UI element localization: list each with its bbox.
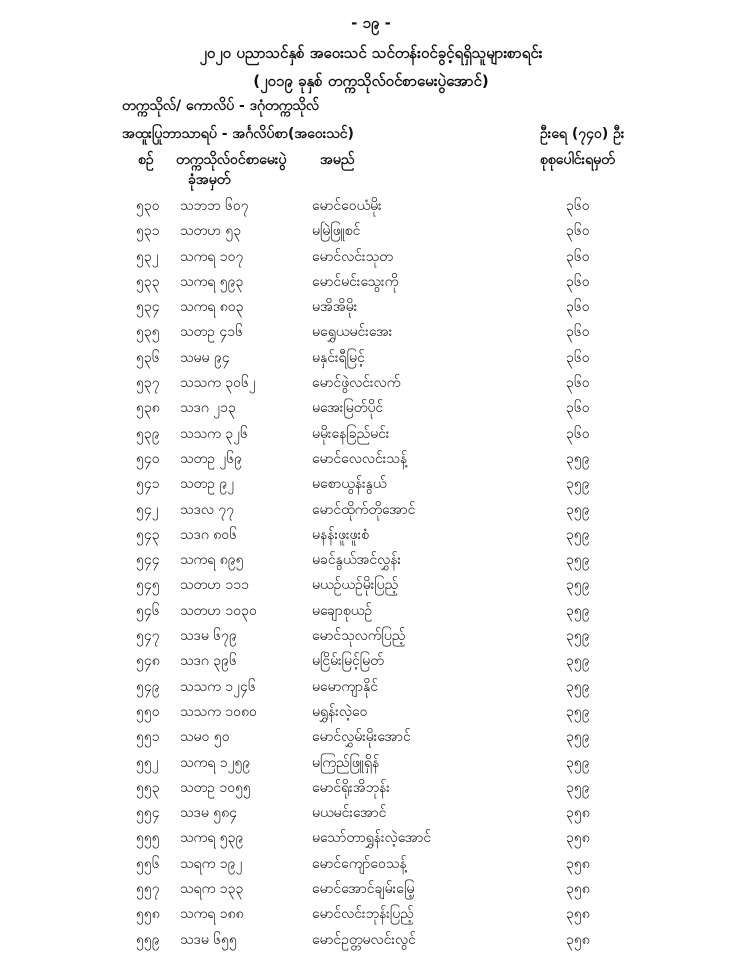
table-row	[0, 904, 742, 929]
student-name: မောင်လေလင်းသန့်	[312, 450, 408, 467]
roll-number: သဒဂ ၈၀၆	[180, 526, 238, 543]
roll-number: သဒဂ ၂၁၃	[180, 400, 236, 417]
row-number: ၅၃၁	[136, 223, 160, 240]
student-name: မရွှေယမင်းအေး	[312, 324, 393, 341]
row-number: ၅၅၁	[136, 729, 160, 746]
student-name: မောင်ဝေယံမိုး	[312, 198, 382, 214]
student-name: မငြိမ်းမြင့်မြတ်	[312, 653, 384, 670]
row-number: ၅၃၈	[136, 400, 160, 417]
page-number: - ၁၉ -	[351, 14, 391, 32]
major-subject-label: အထူးပြုဘာသာရပ် - အင်္ဂလိပ်စာ(အဝေးသင်)	[122, 126, 354, 142]
table-row	[0, 221, 742, 246]
roll-number: သတဥ ၄၁၆	[180, 324, 244, 341]
total-marks: ၃၆၀	[566, 425, 590, 442]
student-name: မောင်အောင်ချမ်းမြေ့	[312, 881, 415, 898]
table-row	[0, 854, 742, 879]
total-marks: ၃၅၉	[566, 501, 590, 518]
row-number: ၅၄၂	[136, 501, 159, 518]
roll-number: သကရ ၁၀၇	[180, 248, 244, 265]
student-name: မောင်ထိုက်တိုအောင်	[312, 501, 416, 518]
header-total-marks: စုစုပေါင်းရမှတ်	[540, 152, 615, 168]
roll-number: သဒလ ၇၇	[180, 501, 235, 518]
row-number: ၅၃၆	[136, 349, 160, 366]
student-name: မအိအိမိုး	[312, 299, 358, 316]
total-marks: ၃၆၀	[566, 349, 590, 366]
student-name: မောင်ဖွဲလင်းလက်	[312, 375, 401, 392]
total-marks: ၃၅၉	[566, 653, 590, 670]
results-table	[0, 196, 742, 955]
table-row	[0, 322, 742, 347]
student-name: မမိုးနေခြည်မင်း	[312, 425, 390, 442]
row-number: ၅၄၈	[136, 653, 160, 670]
total-marks: ၃၅၉	[566, 678, 590, 695]
row-number: ၅၃၉	[136, 425, 160, 442]
row-number: ၅၃၂	[136, 248, 159, 265]
table-row	[0, 879, 742, 904]
roll-number: သသက ၃၀၆၂	[180, 375, 256, 392]
total-marks: ၃၆၀	[566, 248, 590, 265]
student-name: မောင်ဥတ္တမလင်းလွင်	[312, 931, 416, 948]
total-marks: ၃၅၉	[566, 476, 590, 493]
total-marks: ၃၅၉	[566, 526, 590, 543]
table-row	[0, 398, 742, 423]
table-row	[0, 702, 742, 727]
total-marks: ၃၅၉	[566, 552, 590, 569]
student-name: မချောစုယဉ်	[312, 602, 373, 619]
student-name: မအေးမြတ်ပိုင်	[312, 400, 384, 417]
row-number: ၅၃၃	[136, 273, 160, 290]
table-row	[0, 474, 742, 499]
header-roll-number: တက္ကသိုလ်ဝင်စာမေးပွဲ	[176, 152, 287, 168]
table-row	[0, 930, 742, 955]
row-number: ၅၄၀	[136, 450, 160, 467]
student-name: မသော်တာရွှန်းလဲ့အောင်	[312, 830, 432, 847]
student-name: မယမင်းအောင်	[312, 805, 387, 822]
row-number: ၅၃၅	[136, 324, 160, 341]
total-marks: ၃၅၉	[566, 703, 590, 720]
roll-number: သသက ၁၀၈၀	[180, 703, 257, 720]
row-number: ၅၃၇	[136, 375, 160, 392]
header-no: စဉ်	[138, 152, 154, 168]
roll-number: သဒမ ၆၇၉	[180, 628, 237, 645]
student-name: မောင်မင်းသွေးကို	[312, 273, 399, 290]
table-row	[0, 550, 742, 575]
table-row	[0, 247, 742, 272]
document-title: ၂၀၂၀ ပညာသင်နှစ် အဝေးသင် သင်တန်းဝင်ခွင့်ရရှိသူများစာရင်း	[199, 44, 543, 62]
roll-number: သမဝ ၅၀	[180, 729, 230, 746]
roll-number: သတဥ ၂၆၉	[180, 450, 243, 467]
student-name: မစောယွန်းနွယ်	[312, 476, 387, 493]
table-row	[0, 651, 742, 676]
student-name: မခင်နွယ်အင်လွှန်း	[312, 552, 402, 569]
total-marks: ၃၅၉	[566, 779, 590, 796]
row-number: ၅၄၁	[136, 476, 160, 493]
row-number: ၅၃၀	[136, 198, 160, 214]
total-marks: ၃၅၉	[566, 602, 590, 619]
total-marks: ၃၅၉	[566, 577, 590, 594]
roll-number: သကရ ၁၈၈	[180, 906, 244, 923]
university-label: တက္ကသိုလ်/ ကောလိပ် - ဒဂုံတက္ကသိုလ်	[122, 98, 319, 114]
row-number: ၅၅၅	[136, 830, 160, 847]
student-name: မကြည်ဖြူရှိန်	[312, 754, 380, 771]
total-marks: ၃၆၀	[566, 223, 590, 240]
table-row	[0, 424, 742, 449]
roll-number: သကရ ၈၀၃	[180, 299, 244, 316]
roll-number: သရက ၁၉၂	[180, 855, 243, 872]
row-number: ၅၄၆	[136, 602, 160, 619]
total-marks: ၃၆၀	[566, 400, 590, 417]
roll-number: သတဥ ၉၂	[180, 476, 235, 493]
row-number: ၅၅၇	[136, 881, 160, 898]
row-number: ၅၅၄	[136, 805, 160, 822]
roll-number: သဒမ ၅၈၄	[180, 805, 238, 822]
total-marks: ၃၅၉	[566, 628, 590, 645]
row-number: ၅၄၅	[136, 577, 160, 594]
total-marks: ၃၅၉	[566, 754, 590, 771]
roll-number: သဒမ ၆၅၅	[180, 931, 237, 948]
total-marks: ၃၅၉	[566, 450, 590, 467]
roll-number: သကရ ၁၂၅၉	[180, 754, 251, 771]
roll-number: သဘဘ ၆၀၇	[180, 198, 249, 214]
roll-number: သကရ ၈၉၅	[180, 552, 244, 569]
table-row	[0, 348, 742, 373]
student-name: မမြဲဖြူစင်	[312, 223, 361, 240]
roll-number: သတဟ ၅၃	[180, 223, 242, 240]
table-row	[0, 601, 742, 626]
row-number: ၅၅၃	[136, 779, 160, 796]
total-marks: ၃၅၈	[566, 855, 590, 872]
roll-number: သတဟ ၁၀၃၀	[180, 602, 257, 619]
table-row	[0, 803, 742, 828]
row-number: ၅၅၈	[136, 906, 160, 923]
total-marks: ၃၆၀	[566, 198, 590, 214]
roll-number: သဒဂ ၃၉၆	[180, 653, 237, 670]
table-row	[0, 196, 742, 221]
total-marks: ၃၅၈	[566, 906, 590, 923]
roll-number: သသက ၃၂၆	[180, 425, 248, 442]
student-name: မောင်လင်းဘုန်းပြည့်	[312, 906, 414, 923]
roll-number: သတဥ ၁၀၅၅	[180, 779, 251, 796]
total-marks: ၃၆၀	[566, 375, 590, 392]
row-number: ၅၄၄	[136, 552, 160, 569]
roll-number: သကရ ၅၉၃	[180, 273, 244, 290]
roll-number: သရက ၁၃၃	[180, 881, 244, 898]
row-number: ၅၄၉	[136, 678, 160, 695]
table-row	[0, 373, 742, 398]
total-marks: ၃၅၈	[566, 931, 590, 948]
roll-number: သသက ၁၂၄၆	[180, 678, 256, 695]
total-marks: ၃၆၀	[566, 299, 590, 316]
row-number: ၅၅၀	[136, 703, 160, 720]
student-name: မရွှန်းလဲ့ဝေ	[312, 703, 368, 720]
table-row	[0, 677, 742, 702]
student-name: မောင်ရိုးအိဘုန်း	[312, 779, 390, 796]
roll-number: သမမ ၉၄	[180, 349, 230, 366]
row-number: ၅၄၃	[136, 526, 160, 543]
student-name: မနန်းဖူးဖူးစံ	[312, 526, 370, 543]
table-row	[0, 778, 742, 803]
student-name: မနှင်းရီမြင့်	[312, 349, 365, 366]
document-subtitle: (၂၀၁၉ ခုနှစ် တက္ကသိုလ်ဝင်စာမေးပွဲအောင်)	[253, 72, 489, 90]
total-marks: ၃၆၀	[566, 324, 590, 341]
student-name: မမောကျာနိုင်	[312, 678, 379, 695]
total-marks: ၃၅၉	[566, 729, 590, 746]
table-row	[0, 272, 742, 297]
table-row	[0, 753, 742, 778]
student-name: မယဉ်ယဉ်မိုးပြည့်	[312, 577, 399, 594]
roll-number: သတဟ ၁၁၁	[180, 577, 249, 594]
row-number: ၅၅၆	[136, 855, 160, 872]
student-name: မောင်ကျော်ဝေသန့်	[312, 855, 407, 872]
row-number: ၅၅၂	[136, 754, 159, 771]
row-number: ၅၅၉	[136, 931, 160, 948]
row-number: ၅၄၇	[136, 628, 160, 645]
table-row	[0, 297, 742, 322]
total-marks: ၃၅၈	[566, 830, 590, 847]
roll-number: သကရ ၅၃၉	[180, 830, 244, 847]
table-row	[0, 500, 742, 525]
table-row	[0, 449, 742, 474]
table-row	[0, 575, 742, 600]
row-number: ၅၃၄	[136, 299, 160, 316]
table-row	[0, 525, 742, 550]
student-name: မောင်သုလက်ပြည့်	[312, 628, 406, 645]
total-count-label: ဦးရေ (၇၄၀) ဦး	[540, 126, 625, 142]
total-marks: ၃၆၀	[566, 273, 590, 290]
table-row	[0, 727, 742, 752]
total-marks: ၃၅၈	[566, 881, 590, 898]
student-name: မောင်လင်းသုတ	[312, 248, 393, 265]
header-roll-number-line2: ခုံအမှတ်	[188, 172, 231, 188]
student-name: မောင်လွှမ်းမိုးအောင်	[312, 729, 411, 746]
table-row	[0, 626, 742, 651]
table-row	[0, 828, 742, 853]
total-marks: ၃၅၈	[566, 805, 590, 822]
header-name: အမည်	[320, 152, 355, 168]
